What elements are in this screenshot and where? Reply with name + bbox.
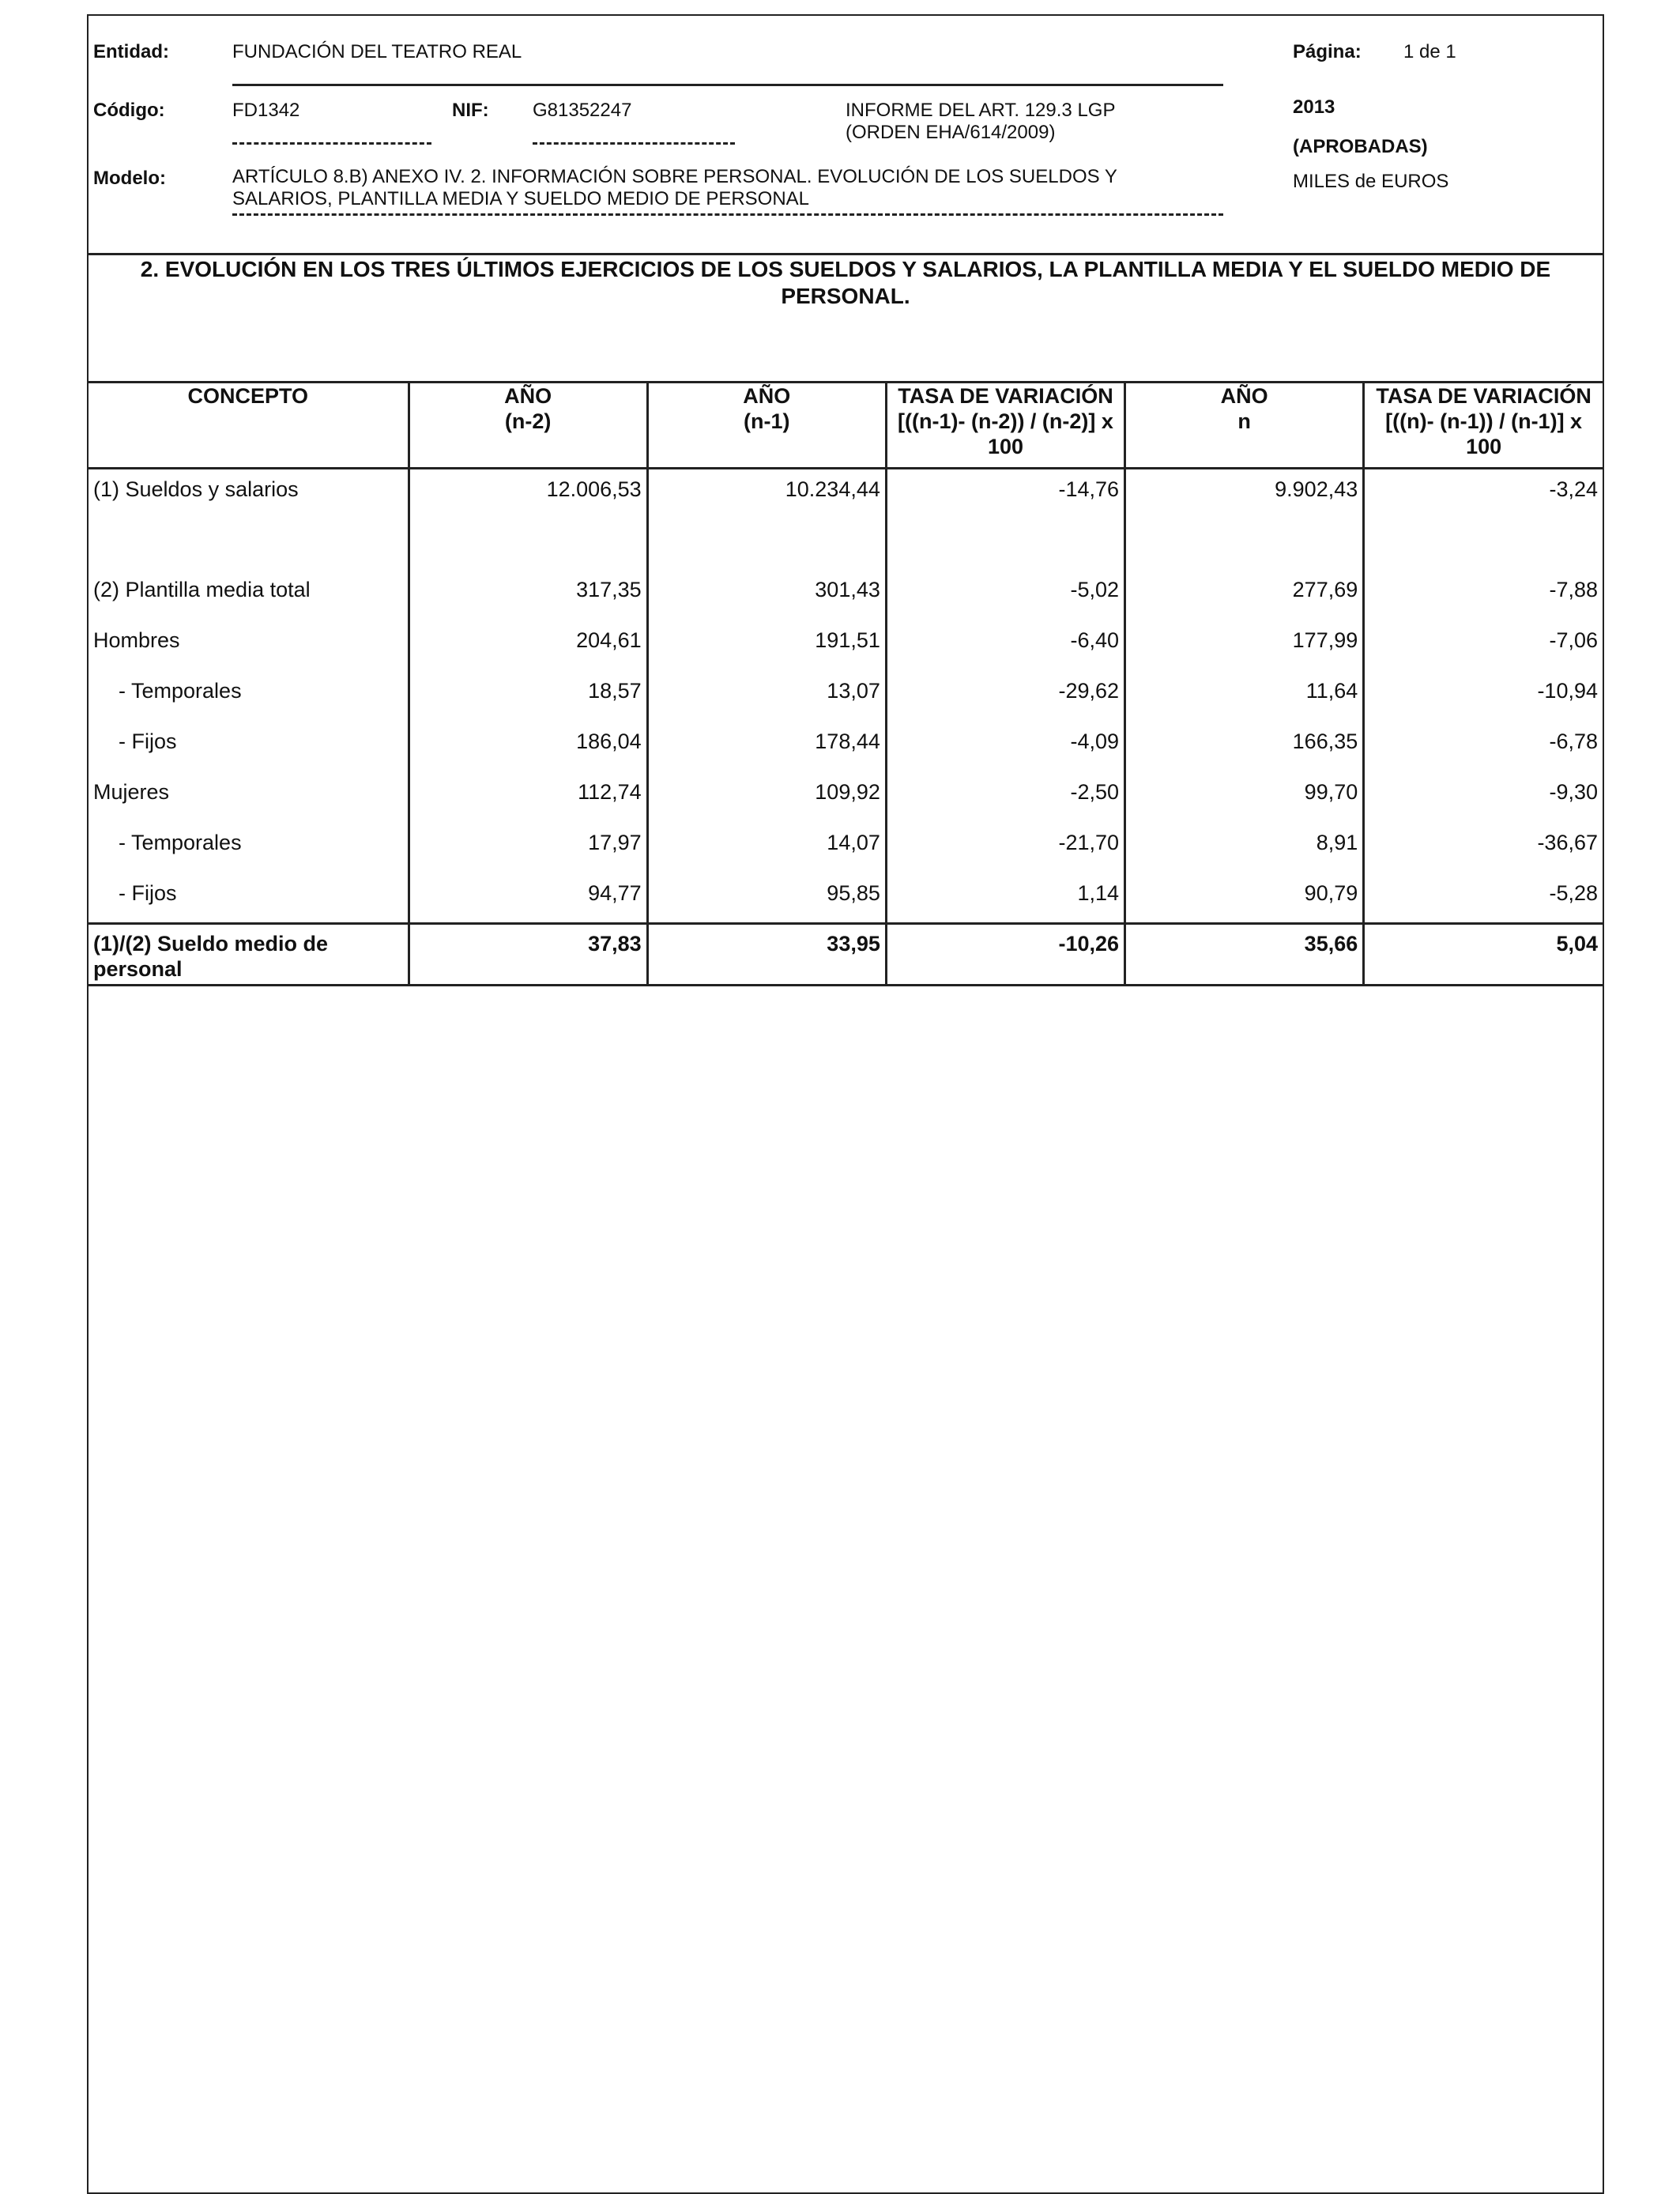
row-concept: Hombres [93, 628, 180, 652]
row-tasa-2: -7,06 [1364, 620, 1603, 671]
pagina-label: Página: [1293, 41, 1362, 62]
table-row [89, 772, 1603, 823]
units: MILES de EUROS [1293, 171, 1449, 192]
nif-value: G81352247 [533, 100, 632, 121]
nif-label: NIF: [452, 100, 489, 121]
section-title-line1: 2. EVOLUCIÓN EN LOS TRES ÚLTIMOS EJERCICIOS DE LOS SUELDOS Y SALARIOS, LA PLANTILLA MEDIA Y EL SUELDO MEDIO DE [140, 257, 1551, 281]
total-value-n2: 37,83 [409, 924, 647, 986]
modelo-line2: SALARIOS, PLANTILLA MEDIA Y SUELDO MEDIO DE PERSONAL [232, 188, 810, 209]
row-tasa-1: -5,02 [886, 570, 1124, 620]
entidad-underline [232, 84, 1223, 86]
header-ano-n2: AÑO [409, 383, 647, 409]
row-tasa-2: -5,28 [1364, 873, 1603, 924]
row-value-n1: 109,92 [647, 772, 886, 823]
row-concept: Mujeres [93, 779, 170, 804]
row-value-n1: 14,07 [647, 823, 886, 873]
section-title [89, 256, 1603, 310]
table-row [89, 722, 1603, 772]
modelo-line1: ARTÍCULO 8.B) ANEXO IV. 2. INFORMACIÓN SOBRE PERSONAL. EVOLUCIÓN DE LOS SUELDOS Y [232, 166, 1117, 187]
row-value-n: 9.902,43 [1125, 469, 1364, 570]
row-value-n: 177,99 [1125, 620, 1364, 671]
total-value-n1: 33,95 [647, 924, 886, 986]
total-concept: (1)/(2) Sueldo medio de personal [89, 924, 409, 986]
informe-line1: INFORME DEL ART. 129.3 LGP [846, 100, 1116, 121]
status: (APROBADAS) [1293, 136, 1428, 157]
modelo-underline [232, 213, 1223, 216]
total-row [89, 924, 1603, 986]
row-concept: (2) Plantilla media total [93, 577, 311, 601]
row-value-n: 166,35 [1125, 722, 1364, 772]
page-frame [87, 14, 1604, 2194]
header-divider [89, 253, 1603, 255]
row-tasa-2: -10,94 [1364, 671, 1603, 722]
row-value-n1: 178,44 [647, 722, 886, 772]
row-concept: - Temporales [119, 678, 242, 703]
header-tasa2-formula: [((n)- (n-1)) / (n-1)] x 100 [1364, 409, 1603, 469]
year: 2013 [1293, 96, 1335, 118]
row-tasa-2: -3,24 [1364, 469, 1603, 570]
row-value-n2: 18,57 [409, 671, 647, 722]
section-title-line2: PERSONAL. [781, 284, 910, 308]
row-tasa-1: -2,50 [886, 772, 1124, 823]
row-concept: - Temporales [119, 830, 242, 854]
row-value-n1: 10.234,44 [647, 469, 886, 570]
row-value-n: 90,79 [1125, 873, 1364, 924]
header-n-sub: n [1125, 409, 1364, 469]
header-ano-n1: AÑO [647, 383, 886, 409]
pagina-value: 1 de 1 [1403, 41, 1456, 62]
row-value-n1: 301,43 [647, 570, 886, 620]
row-value-n: 99,70 [1125, 772, 1364, 823]
row-value-n2: 12.006,53 [409, 469, 647, 570]
row-value-n: 277,69 [1125, 570, 1364, 620]
row-tasa-2: -6,78 [1364, 722, 1603, 772]
header-n2-sub: (n-2) [409, 409, 647, 469]
row-value-n2: 17,97 [409, 823, 647, 873]
header-tasa1-formula: [((n-1)- (n-2)) / (n-2)] x 100 [886, 409, 1124, 469]
row-tasa-1: -6,40 [886, 620, 1124, 671]
row-value-n2: 204,61 [409, 620, 647, 671]
row-value-n1: 95,85 [647, 873, 886, 924]
header-concepto: CONCEPTO [187, 384, 309, 408]
codigo-label: Código: [93, 100, 165, 121]
entidad-value: FUNDACIÓN DEL TEATRO REAL [232, 41, 522, 62]
header-n1-sub: (n-1) [647, 409, 886, 469]
row-tasa-1: -4,09 [886, 722, 1124, 772]
table-row [89, 570, 1603, 620]
row-value-n2: 112,74 [409, 772, 647, 823]
row-tasa-1: -21,70 [886, 823, 1124, 873]
row-value-n2: 186,04 [409, 722, 647, 772]
row-tasa-1: 1,14 [886, 873, 1124, 924]
modelo-label: Modelo: [93, 168, 166, 189]
header-ano-n: AÑO [1125, 383, 1364, 409]
total-tasa-1: -10,26 [886, 924, 1124, 986]
row-tasa-2: -9,30 [1364, 772, 1603, 823]
row-value-n2: 94,77 [409, 873, 647, 924]
informe-line2: (ORDEN EHA/614/2009) [846, 122, 1056, 143]
personal-table [89, 381, 1603, 986]
table-row [89, 873, 1603, 924]
codigo-value: FD1342 [232, 100, 300, 121]
row-value-n: 11,64 [1125, 671, 1364, 722]
row-value-n1: 191,51 [647, 620, 886, 671]
nif-underline [533, 142, 735, 145]
table-row [89, 620, 1603, 671]
entidad-label: Entidad: [93, 41, 169, 62]
total-tasa-2: 5,04 [1364, 924, 1603, 986]
header-tasa-1: TASA DE VARIACIÓN [886, 383, 1124, 409]
row-value-n: 8,91 [1125, 823, 1364, 873]
table-row [89, 671, 1603, 722]
row-concept: (1) Sueldos y salarios [93, 477, 299, 501]
row-concept: - Fijos [119, 880, 177, 905]
row-tasa-2: -7,88 [1364, 570, 1603, 620]
header-concepto-sub [89, 409, 409, 469]
row-value-n2: 317,35 [409, 570, 647, 620]
row-value-n1: 13,07 [647, 671, 886, 722]
header-tasa-2: TASA DE VARIACIÓN [1364, 383, 1603, 409]
row-tasa-1: -14,76 [886, 469, 1124, 570]
row-tasa-1: -29,62 [886, 671, 1124, 722]
row-tasa-2: -36,67 [1364, 823, 1603, 873]
total-value-n: 35,66 [1125, 924, 1364, 986]
table-row [89, 823, 1603, 873]
table-row [89, 469, 1603, 570]
codigo-underline [232, 142, 431, 145]
row-concept: - Fijos [119, 729, 177, 753]
